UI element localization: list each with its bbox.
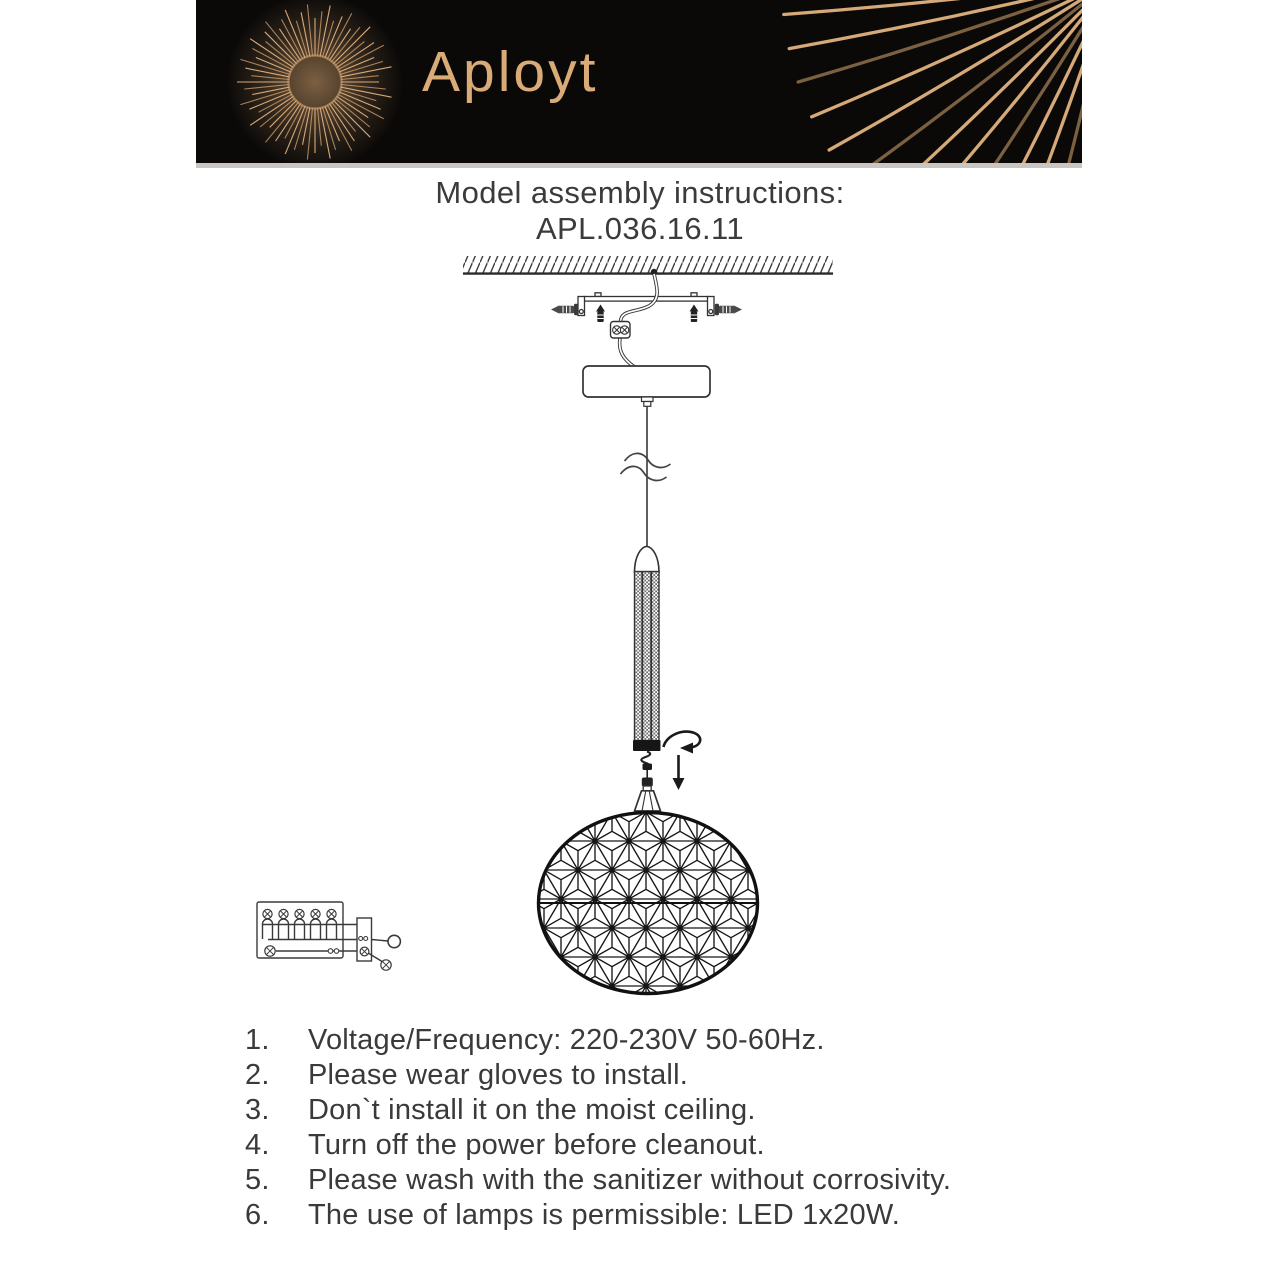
instruction-item	[245, 1093, 951, 1128]
instructions-list	[245, 1023, 951, 1233]
instruction-number: 1.	[245, 1024, 270, 1056]
instruction-item	[245, 1128, 951, 1163]
lamp-symbol	[388, 935, 400, 947]
brand-name: Aployt	[422, 40, 599, 104]
tube-end-cap	[635, 546, 660, 572]
expansion-screw-left	[551, 304, 578, 315]
instruction-text: Turn off the power before cleanout.	[308, 1129, 765, 1161]
instruction-text: Don`t install it on the moist ceiling.	[308, 1094, 756, 1126]
instruction-text: Please wear gloves to install.	[308, 1059, 688, 1091]
model-number: APL.036.16.11	[535, 211, 745, 246]
instruction-number: 4.	[245, 1129, 270, 1161]
instruction-number: 5.	[245, 1164, 270, 1196]
geometric-sphere-shade	[536, 810, 762, 998]
wiring-schematic	[257, 902, 400, 970]
instruction-number: 6.	[245, 1199, 270, 1231]
ground-screws	[265, 946, 275, 956]
suspension-cable	[621, 407, 671, 547]
expansion-screw-right	[715, 304, 742, 315]
page-title: Model assembly instructions:	[435, 175, 845, 210]
threaded-connector	[641, 752, 652, 787]
shade-holder-cone	[635, 786, 661, 811]
terminal-connector	[611, 322, 631, 339]
ceiling-hatch	[463, 256, 833, 275]
instruction-item	[245, 1163, 951, 1198]
ground-screw-bottom	[381, 960, 391, 970]
mounting-screw-left	[596, 305, 605, 323]
instruction-item	[245, 1198, 951, 1233]
driver-box	[357, 918, 372, 961]
decorative-tube	[633, 572, 661, 752]
instruction-text: The use of lamps is permissible: LED 1x20W.	[308, 1199, 901, 1231]
ceiling-canopy	[583, 366, 710, 406]
instruction-number: 3.	[245, 1094, 270, 1126]
instruction-number: 2.	[245, 1059, 270, 1091]
power-wire	[620, 274, 658, 367]
instruction-text: Please wash with the sanitizer without corrosivity.	[308, 1164, 952, 1196]
instruction-text: Voltage/Frequency: 220-230V 50-60Hz.	[308, 1024, 825, 1056]
down-arrow	[673, 755, 685, 790]
mounting-screw-right	[690, 305, 699, 323]
rotate-arrow	[664, 732, 701, 754]
instruction-item	[245, 1023, 951, 1058]
instruction-item	[245, 1058, 951, 1093]
